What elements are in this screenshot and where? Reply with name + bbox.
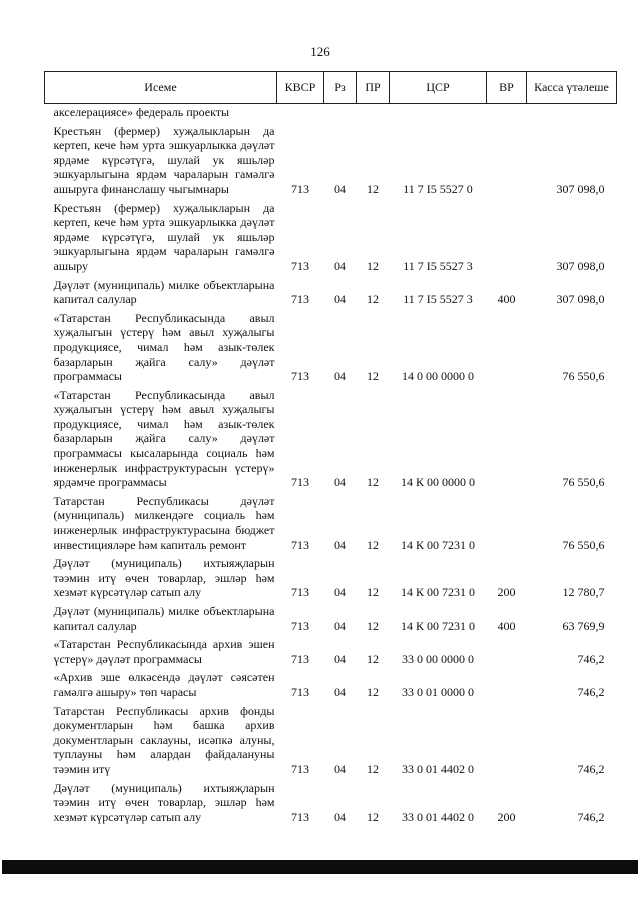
row-rz: 04: [334, 475, 346, 490]
header-kvsr: КВСР: [277, 72, 324, 104]
row-rz: 04: [334, 618, 346, 633]
page-number: 126: [310, 44, 330, 59]
row-kvsr: 713: [291, 369, 309, 384]
row-csr: 33 0 01 4402 0: [402, 809, 474, 824]
row-name: Татарстан Республикасы дәүләт (муниципаль) милкендәге социаль һәм инженерлык инфраструктурасына бюджет инвестицияләре һәм капиталь ремонт: [53, 493, 275, 552]
row-pr: 12: [367, 618, 379, 633]
row-sum: 746,2: [577, 761, 605, 776]
row-pr: 12: [367, 475, 379, 490]
row-name: «Татарстан Республикасында архив эшен үстерү» дәүләт программасы: [53, 637, 275, 666]
row-csr: 11 7 I5 5527 3: [403, 292, 473, 307]
table-row: [45, 637, 617, 670]
row-sum: 307 098,0: [556, 258, 605, 273]
row-rz: 04: [334, 369, 346, 384]
table-row: [45, 604, 617, 637]
header-pr: ПР: [357, 72, 390, 104]
row-pr: 12: [367, 258, 379, 273]
row-kvsr: 713: [291, 585, 309, 600]
header-sum: Касса үтәлеше: [527, 72, 617, 104]
row-rz: 04: [334, 537, 346, 552]
row-csr: 11 7 I5 5527 3: [403, 258, 473, 273]
row-name: «Татарстан Республикасында авыл хуҗалыгын үстерү һәм авыл хуҗалыгы продукциясе, чимал һәм азык-төлек базарларын җайга салу» дәүләт программасы кысаларында социаль һәм инженерлык инфраструктурасын үстерү» ярдәмче программасы: [53, 387, 275, 490]
row-vr: 400: [497, 618, 516, 633]
row-sum: 63 769,9: [562, 618, 605, 633]
row-kvsr: 713: [291, 684, 309, 699]
continuation-text: акселерациясе» федераль проекты: [53, 105, 230, 119]
row-pr: 12: [367, 684, 379, 699]
table-row: [45, 124, 617, 201]
row-sum: 76 550,6: [562, 537, 605, 552]
row-vr: 200: [497, 809, 516, 824]
row-csr: 14 К 00 7231 0: [400, 585, 475, 600]
row-rz: 04: [334, 258, 346, 273]
row-sum: 12 780,7: [562, 585, 605, 600]
row-vr: 400: [497, 292, 516, 307]
row-pr: 12: [367, 537, 379, 552]
row-pr: 12: [367, 761, 379, 776]
row-kvsr: 713: [291, 292, 309, 307]
table-row: [45, 494, 617, 556]
table-header-row: [45, 72, 617, 104]
row-pr: 12: [367, 809, 379, 824]
row-rz: 04: [334, 809, 346, 824]
scan-edge-bar: [2, 860, 638, 874]
row-csr: 33 0 00 0000 0: [402, 651, 474, 666]
row-name: Крестьян (фермер) хуҗалыкларын да кертеп, кече һәм урта эшкуарлыкка дәүләт ярдәме күрсәтүгә, шулай ук яшьләр эшкуарлыгына ярдәм чараларын гамәлгә ашыру: [53, 200, 275, 273]
row-vr: [487, 201, 527, 278]
row-name: «Архив эше өлкәсендә дәүләт сәясәтен гамәлгә ашыру» төп чарасы: [53, 670, 275, 699]
table-row: [45, 704, 617, 781]
row-csr: 33 0 01 4402 0: [402, 761, 474, 776]
row-pr: 12: [367, 651, 379, 666]
row-sum: 76 550,6: [562, 369, 605, 384]
header-csr: ЦСР: [390, 72, 487, 104]
row-kvsr: 713: [291, 761, 309, 776]
row-pr: 12: [367, 181, 379, 196]
row-csr: 11 7 I5 5527 0: [403, 181, 473, 196]
row-name: Крестьян (фермер) хуҗалыкларын да кертеп, кече һәм урта эшкуарлыкка дәүләт ярдәме күрсәтүгә, шулай ук яшьләр эшкуарлыгына ярдәм чараларын гамәлгә ашыруга финанслашу чыгымнары: [53, 123, 275, 196]
row-vr: [487, 311, 527, 388]
row-kvsr: 713: [291, 537, 309, 552]
header-name: Исеме: [45, 72, 277, 104]
row-csr: 33 0 01 0000 0: [402, 684, 474, 699]
table-row: [45, 201, 617, 278]
row-pr: 12: [367, 292, 379, 307]
row-name: Дәүләт (муниципаль) милке объектларына капитал салулар: [53, 604, 275, 633]
table-row: [45, 278, 617, 311]
row-name: Дәүләт (муниципаль) милке объектларына капитал салулар: [53, 277, 275, 307]
row-csr: 14 К 00 7231 0: [400, 618, 475, 633]
table-row: [45, 556, 617, 604]
table-row: [45, 670, 617, 703]
row-pr: 12: [367, 585, 379, 600]
row-rz: 04: [334, 761, 346, 776]
row-kvsr: 713: [291, 258, 309, 273]
row-sum: 307 098,0: [556, 181, 605, 196]
row-rz: 04: [334, 292, 346, 307]
table-row: [45, 388, 617, 494]
row-csr: 14 К 00 7231 0: [400, 537, 475, 552]
row-sum: 746,2: [577, 684, 605, 699]
row-vr: [487, 124, 527, 201]
row-rz: 04: [334, 651, 346, 666]
table-row: [45, 781, 617, 829]
row-rz: 04: [334, 684, 346, 699]
budget-table: [44, 71, 617, 828]
table-row: [45, 311, 617, 388]
row-kvsr: 713: [291, 809, 309, 824]
header-vr: ВР: [487, 72, 527, 104]
row-kvsr: 713: [291, 651, 309, 666]
row-name: Дәүләт (муниципаль) ихтыяҗларын тәэмин итү өчен товарлар, эшләр һәм хезмәт күрсәтүләр сатып алу: [53, 556, 275, 600]
continuation-row: [45, 104, 617, 124]
row-vr: [487, 637, 527, 670]
row-kvsr: 713: [291, 618, 309, 633]
row-sum: 746,2: [577, 809, 605, 824]
row-kvsr: 713: [291, 181, 309, 196]
row-rz: 04: [334, 181, 346, 196]
row-vr: [487, 704, 527, 781]
row-sum: 746,2: [577, 651, 605, 666]
row-name: Дәүләт (муниципаль) ихтыяҗларын тәэмин итү өчен товарлар, эшләр һәм хезмәт күрсәтүләр сатып алу: [53, 780, 275, 824]
row-vr: [487, 670, 527, 703]
row-vr: [487, 388, 527, 494]
row-sum: 307 098,0: [556, 292, 605, 307]
row-vr: [487, 494, 527, 556]
row-csr: 14 0 00 0000 0: [402, 369, 474, 384]
row-vr: 200: [497, 585, 516, 600]
row-name: Татарстан Республикасы архив фонды документларын һәм башка архив документларын саклауны, исәпкә алуны, туплауны һәм алардан файдалануны тәэмин итү: [53, 703, 275, 776]
row-rz: 04: [334, 585, 346, 600]
header-rz: Рз: [324, 72, 357, 104]
row-kvsr: 713: [291, 475, 309, 490]
row-name: «Татарстан Республикасында авыл хуҗалыгын үстерү һәм авыл хуҗалыгы продукциясе, чимал һәм азык-төлек базарларын җайга салу» дәүләт программасы: [53, 310, 275, 384]
row-pr: 12: [367, 369, 379, 384]
row-sum: 76 550,6: [562, 475, 605, 490]
row-csr: 14 К 00 0000 0: [400, 475, 475, 490]
